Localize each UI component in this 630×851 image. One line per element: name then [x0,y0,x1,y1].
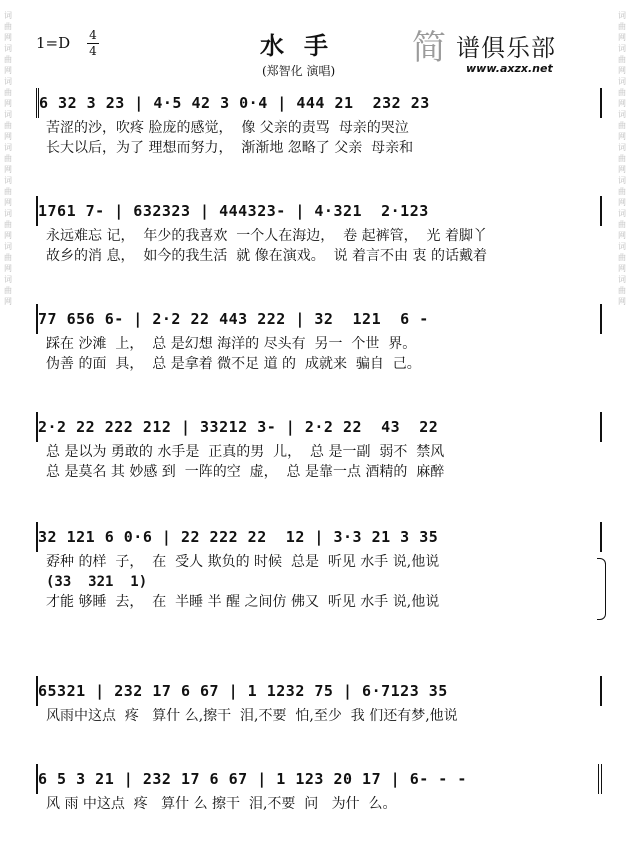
notes-text: 6 32 3 23 | 4·5 42 3 0·4 | 444 21 232 23 [39,94,430,112]
repeat-bracket [597,558,606,620]
side-watermark-right: 词 曲 网 词 曲 网 词 曲 网 词 曲 网 词 曲 网 词 曲 网 词 曲 网 词 曲 网 词 曲 网 [618,11,626,306]
time-signature-top: 4 [89,28,97,42]
time-signature [86,28,100,59]
score-system-3 [36,304,602,374]
notes-row [36,764,602,794]
lyric-line-1: 苦涩的沙，吹疼 脸庞的感觉， 像 父亲的责骂 母亲的哭泣 [46,120,409,136]
score-system-4 [36,412,602,482]
time-signature-bottom: 4 [89,44,97,58]
notes-text: 77 656 6- | 2·2 22 443 222 | 32 121 6 - [38,310,429,328]
repeat-notes-line: (33 321 1) [46,574,148,590]
notes-row [36,196,602,226]
lyric-line-2: 故乡的消 息， 如今的我生活 就 像在演戏。 说 着言不由 衷 的话戴着 [46,248,487,264]
score-system-6 [36,676,602,726]
lyric-line-2: 才能 够睡 去， 在 半睡 半 醒 之间仿 佛又 听见 水手 说,他说 [46,594,440,610]
notes-row [36,522,602,552]
score-system-7 [36,764,602,814]
notes-row [36,676,602,706]
score-system-2 [36,196,602,266]
side-watermark-left: 词 曲 网 词 曲 网 词 曲 网 词 曲 网 词 曲 网 词 曲 网 词 曲 网 词 曲 网 词 曲 网 [4,11,12,306]
lyric-line-1: 风雨中这点 疼 算什 么,擦干 泪,不要 怕,至少 我 们还有梦,他说 [46,708,458,724]
logo-site-url: www.axzx.net [466,62,553,75]
lyric-line-2: 长大以后，为了 理想而努力， 渐渐地 忽略了 父亲 母亲和 [46,140,414,156]
notes-text: 65321 | 232 17 6 67 | 1 1232 75 | 6·7123 35 [38,682,448,700]
song-title: 水手 [260,31,348,60]
logo-brand-text: 谱俱乐部 [456,34,556,62]
lyric-line-1: 总 是以为 勇敢的 水手是 正真的男 儿， 总 是一副 弱不 禁风 [46,444,445,460]
notes-text: 6 5 3 21 | 232 17 6 67 | 1 123 20 17 | 6- - - [38,770,467,788]
lyric-line-1: 永远难忘 记， 年少的我喜欢 一个人在海边， 卷 起裤管， 光 着脚丫 [46,228,487,244]
singer-credit: (郑智化 演唱) [262,64,336,78]
lyric-line-1: 踩在 沙滩 上， 总 是幻想 海洋的 尽头有 另一 个世 界。 [46,336,417,352]
notes-row [36,88,602,118]
notes-text: 2·2 22 222 212 | 33212 3- | 2·2 22 43 22 [38,418,439,436]
site-logo [410,22,610,82]
score-system-5 [36,522,602,612]
notes-row [36,304,602,334]
notes-text: 32 121 6 0·6 | 22 222 22 12 | 3·3 21 3 35 [38,528,439,546]
lyric-line-2: 总 是莫名 其 妙感 到 一阵的空 虚， 总 是靠一点 酒精的 麻醉 [46,464,445,480]
notes-text: 1761 7- | 632323 | 444323- | 4·321 2·123 [38,202,429,220]
logo-mark-icon: 简 [412,28,446,68]
lyric-line-1: 孬种 的样 子， 在 受人 欺负的 时候 总是 听见 水手 说,他说 [46,554,440,570]
key-signature: 1=D [36,34,71,52]
notes-row [36,412,602,442]
lyric-line-2: 伪善 的面 具， 总 是拿着 微不足 道 的 成就来 骗自 己。 [46,356,421,372]
score-system-1 [36,88,602,158]
lyric-line-1: 风 雨 中这点 疼 算什 么 擦干 泪,不要 问 为什 么。 [46,796,397,812]
